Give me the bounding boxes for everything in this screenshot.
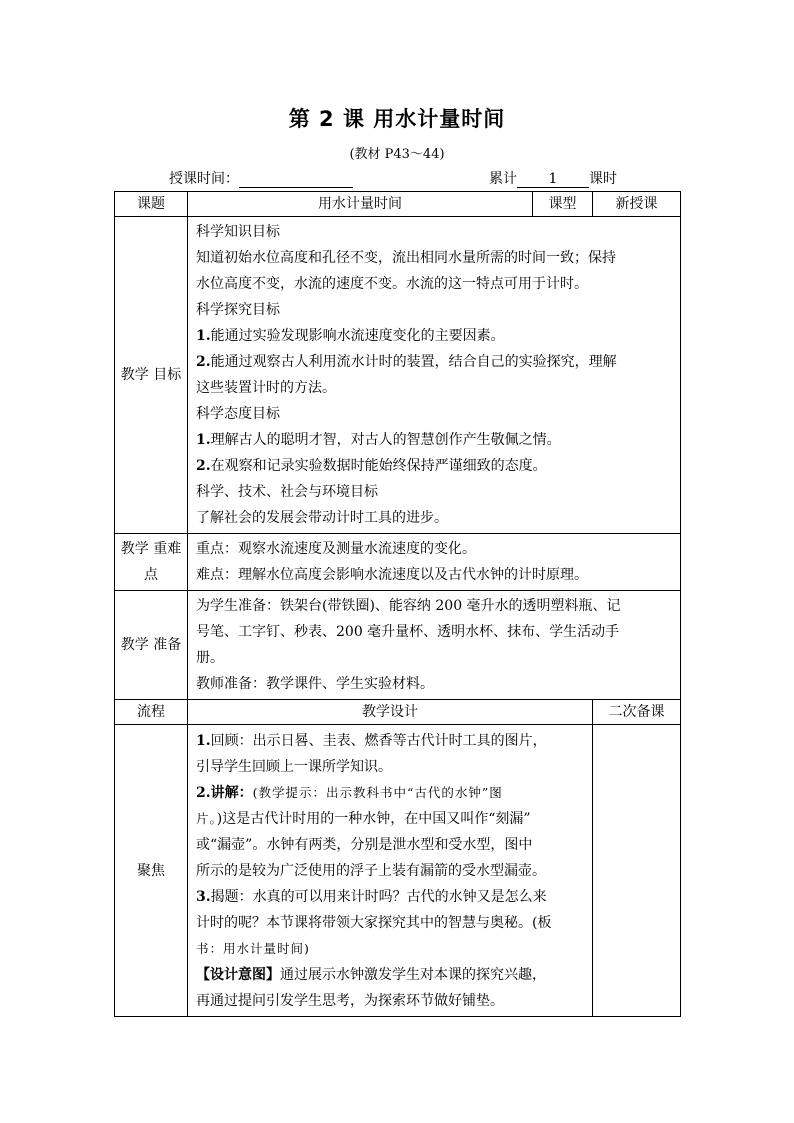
- teaching-time-blank: [239, 172, 353, 188]
- preparation-label-line2: 准备: [153, 637, 182, 653]
- preparation-label-line1: 教学: [120, 637, 149, 653]
- teaching-time: [169, 168, 353, 188]
- lecture-line-4: 所示的是较为广泛使用的浮子上装有漏箭的受水型漏壶。: [196, 863, 546, 879]
- lecture-line-2: 片。)这是古代计时用的一种水钟，在中国又叫作“刻漏”: [196, 811, 531, 827]
- objective-line: 这些装置计时的方法。: [196, 380, 336, 396]
- objectives-label-line2: 目标: [153, 367, 182, 383]
- focus-content: [188, 725, 593, 1017]
- objectives-row: [115, 217, 681, 534]
- preparation-content: [188, 591, 681, 700]
- type-label: 课型: [533, 192, 593, 217]
- review-line-2: 引导学生回顾上一课所学知识。: [196, 759, 392, 775]
- design-label: 教学设计: [188, 700, 593, 725]
- preparation-line: 册。: [196, 650, 224, 666]
- cumulative-unit: 课时: [589, 171, 617, 187]
- objective-line: 科学态度目标: [196, 406, 280, 422]
- textbook-pages: (教材 P43～44): [349, 147, 445, 162]
- type-value: 新授课: [593, 192, 681, 217]
- key-point-line: 重点：观察水流速度及测量水流速度的变化。: [196, 541, 476, 557]
- key-point-line: 难点：理解水位高度会影响水流速度以及古代水钟的计时原理。: [196, 567, 588, 583]
- focus-label: 聚焦: [115, 725, 188, 1017]
- objective-line: 了解社会的发展会带动计时工具的进步。: [196, 510, 448, 526]
- lesson-plan-table: [114, 191, 681, 1017]
- key-points-label: [115, 534, 188, 591]
- lecture-line-1: 2.讲解：(教学提示：出示教科书中“古代的水钟”图: [196, 785, 503, 801]
- intent-line-2: 再通过提问引发学生思考，为探索环节做好铺垫。: [196, 993, 504, 1009]
- key-points-content: [188, 534, 681, 591]
- second-prep-cell: [593, 725, 681, 1017]
- second-prep-label: 二次备课: [593, 700, 681, 725]
- cumulative-label: 累计: [489, 171, 517, 187]
- reveal-line-3: 书：用水计量时间): [196, 941, 310, 956]
- objectives-label-line1: 教学: [120, 367, 149, 383]
- topic-value: 用水计量时间: [188, 192, 533, 217]
- reveal-line-2: 计时的呢？本节课将带领大家探究其中的智慧与奥秘。(板: [196, 915, 552, 931]
- cumulative-periods: [489, 168, 617, 188]
- intent-line-1: 【设计意图】通过展示水钟激发学生对本课的探究兴趣，: [196, 967, 546, 983]
- reveal-line-1: 3.揭题：水真的可以用来计时吗？古代的水钟又是怎么来: [196, 889, 547, 905]
- objective-line: 1.理解古人的聪明才智，对古人的智慧创作产生敬佩之情。: [196, 432, 561, 448]
- teaching-time-label: 授课时间：: [169, 171, 239, 187]
- topic-label: 课题: [115, 192, 188, 217]
- objective-line: 科学知识目标: [196, 224, 280, 240]
- preparation-line: 号笔、工字钉、秒表、200 毫升量杯、透明水杯、抹布、学生活动手: [196, 624, 620, 640]
- preparation-row: [115, 591, 681, 700]
- objective-line: 1.能通过实验发现影响水流速度变化的主要因素。: [196, 328, 505, 344]
- preparation-label: [115, 591, 188, 700]
- objective-line: 知道初始水位高度和孔径不变，流出相同水量所需的时间一致；保持: [196, 250, 616, 266]
- lecture-line-3: 或“漏壶”。水钟有两类，分别是泄水型和受水型，图中: [196, 837, 533, 853]
- lesson-meta: [114, 168, 680, 188]
- flow-header-row: [115, 700, 681, 725]
- header-row: [115, 192, 681, 217]
- preparation-line: 为学生准备：铁架台(带铁圈)、能容纳 200 毫升水的透明塑料瓶、记: [196, 598, 621, 614]
- preparation-line: 教师准备：教学课件、学生实验材料。: [196, 676, 434, 692]
- objective-line: 2.能通过观察古人利用流水计时的装置，结合自己的实验探究，理解: [196, 354, 617, 370]
- objectives-content: [188, 217, 681, 534]
- objective-line: 科学、技术、社会与环境目标: [196, 484, 378, 500]
- lesson-title: 第 2 课 用水计量时间: [288, 107, 506, 131]
- cumulative-value: 1: [517, 172, 589, 188]
- focus-row: [115, 725, 681, 1017]
- objectives-label: [115, 217, 188, 534]
- objective-line: 科学探究目标: [196, 302, 280, 318]
- key-points-row: [115, 534, 681, 591]
- review-line-1: 1.回顾：出示日晷、圭表、燃香等古代计时工具的图片，: [196, 733, 547, 749]
- key-points-label-line1: 教学: [120, 541, 149, 557]
- key-points-label-line2: 重难点: [144, 541, 182, 583]
- flow-label: 流程: [115, 700, 188, 725]
- objective-line: 2.在观察和记录实验数据时能始终保持严谨细致的态度。: [196, 458, 547, 474]
- objective-line: 水位高度不变，水流的速度不变。水流的这一特点可用于计时。: [196, 276, 588, 292]
